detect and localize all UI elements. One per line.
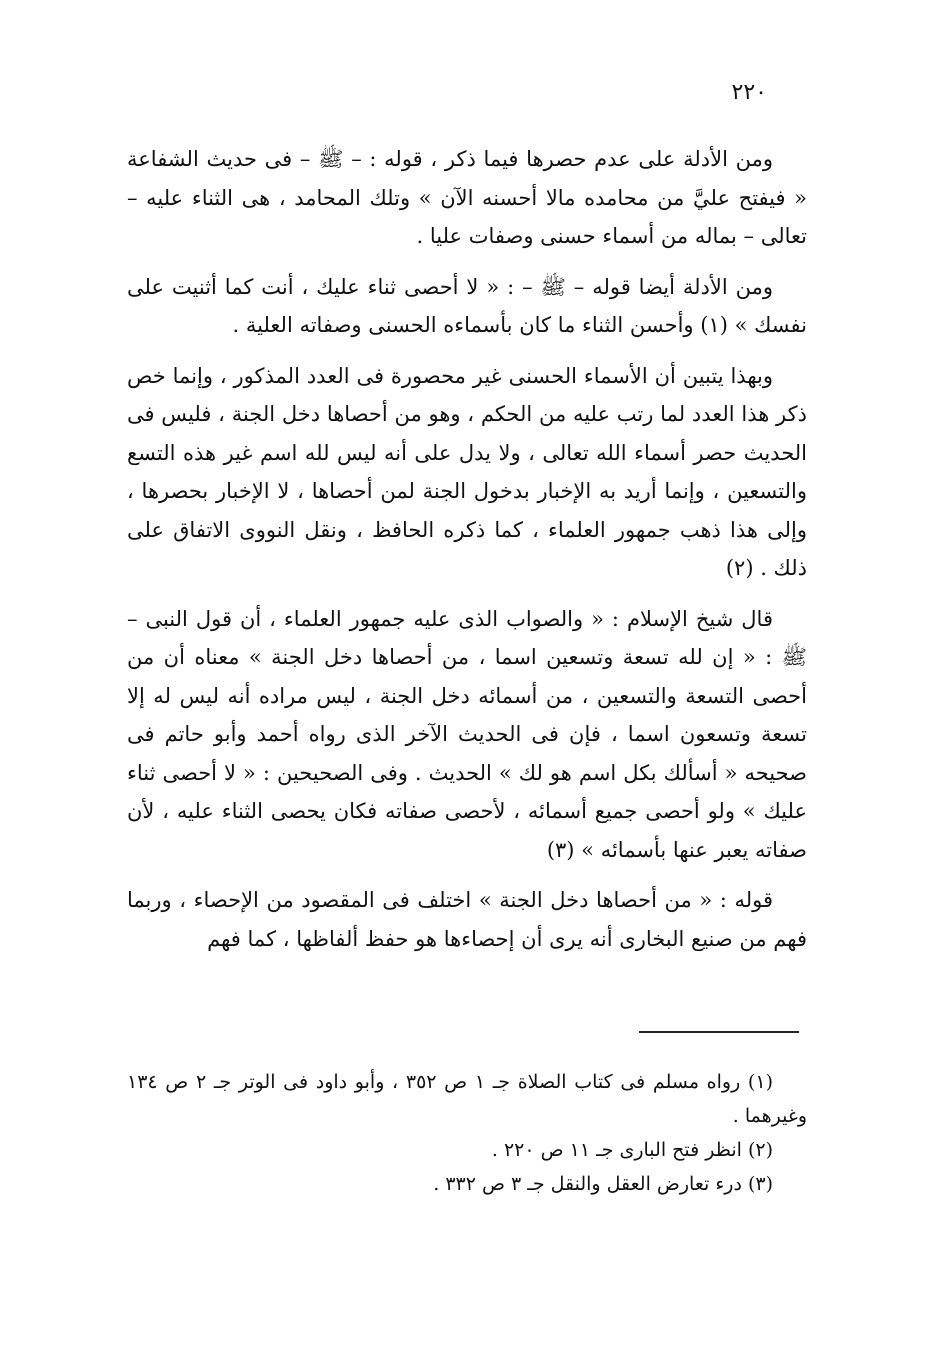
paragraph-5: قوله : « من أحصاها دخل الجنة » اختلف فى المقصود من الإحصاء ، وربما فهم من صنيع البخارى أنه يرى أن إحصاءها هو حفظ ألفاظها ، كما فهم	[127, 888, 807, 951]
paragraph-3: وبهذا يتبين أن الأسماء الحسنى غير محصورة فى العدد المذكور ، وإنما خص ذكر هذا العدد لما رتب عليه من الحكم ، وهو من أحصاها دخل الجنة ، فليس فى الحديث حصر أسماء الله تعالى ، ولا يدل على أنه ليس لله اسم غير هذه التسع والتسعين ، وإنما أريد به الإخبار بدخول الجنة لمن أحصاها ، لا الإخبار بحصرها ، وإلى هذا ذهب جمهور العلماء ، كما ذكره الحافظ ، ونقل النووى الاتفاق على ذلك . (٢)	[127, 363, 807, 580]
page-number: ٢٢٠	[731, 80, 767, 105]
paragraph-4: قال شيخ الإسلام : « والصواب الذى عليه جمهور العلماء ، أن قول النبى – ﷺ : « إن لله تسعة وتسعين اسما ، من أحصاها دخل الجنة » معناه أن من أحصى التسعة والتسعين ، من أسمائه دخل الجنة ، ليس مراده أنه ليس له إلا تسعة وتسعون اسما ، فإن فى الحديث الآخر الذى رواه أحمد وأبو حاتم فى صحيحه « أسألك بكل اسم هو لك » الحديث . وفى الصحيحين : « لا أحصى ثناء عليك » ولو أحصى جميع أسمائه ، لأحصى صفاته فكان يحصى الثناء عليه ، لأن صفاته يعبر عنها بأسمائه » (٣)	[127, 606, 807, 862]
footnote-3: (٣) درء تعارض العقل والنقل جـ ٣ ص ٣٣٢ .	[433, 1173, 773, 1195]
paragraph-2: ومن الأدلة أيضا قوله – ﷺ – : « لا أحصى ثناء عليك ، أنت كما أثنيت على نفسك » (١) وأحسن الثناء ما كان بأسماءه الحسنى وصفاته العلية .	[127, 274, 807, 337]
footnote-1: (١) رواه مسلم فى كتاب الصلاة جـ ١ ص ٣٥٢ ، وأبو داود فى الوتر جـ ٢ ص ١٣٤ وغيرهما .	[127, 1071, 807, 1127]
main-text	[127, 140, 807, 970]
paragraph-1: ومن الأدلة على عدم حصرها فيما ذكر ، قوله : – ﷺ – فى حديث الشفاعة « فيفتح عليَّ من محامده مالا أحسنه الآن » وتلك المحامد ، هى الثناء عليه – تعالى – بماله من أسماء حسنى وصفات عليا .	[127, 147, 807, 248]
footnote-divider	[639, 1031, 799, 1033]
footnote-2: (٢) انظر فتح البارى جـ ١١ ص ٢٢٠ .	[491, 1139, 773, 1161]
footnotes-section	[127, 1065, 807, 1201]
